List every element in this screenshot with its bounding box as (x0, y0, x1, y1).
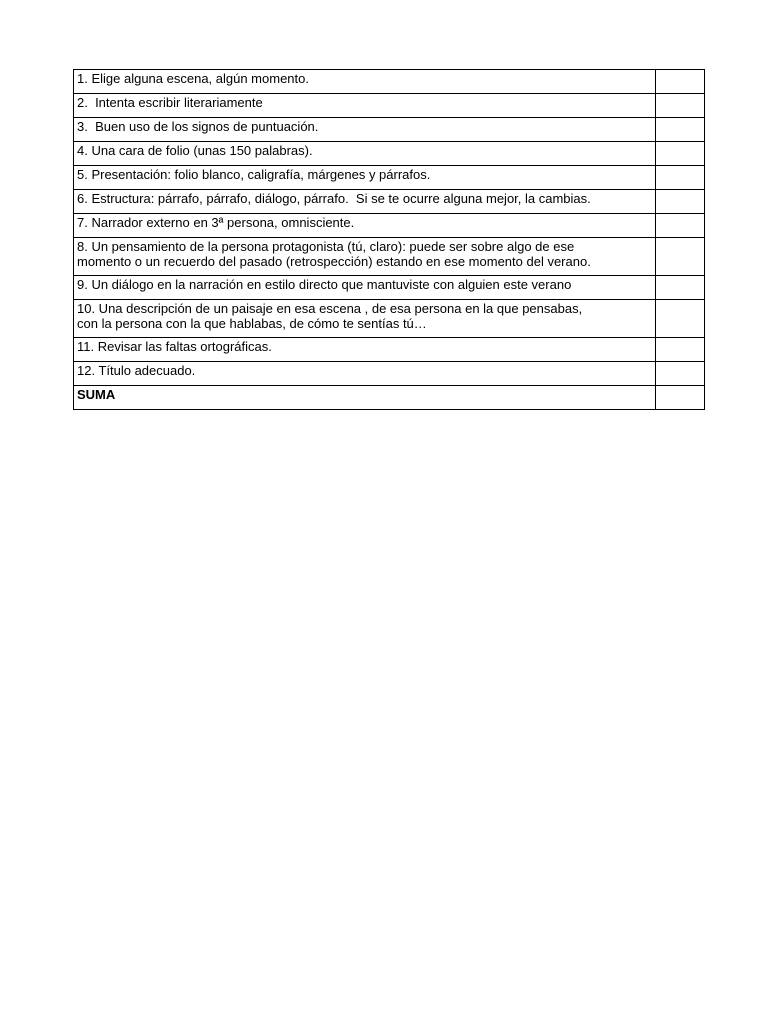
total-score-cell (656, 386, 705, 410)
table-row (74, 238, 705, 276)
table-row (74, 166, 705, 190)
total-row (74, 386, 705, 410)
table-row (74, 300, 705, 338)
score-cell (656, 118, 705, 142)
criterion-cell: 6. Estructura: párrafo, párrafo, diálogo, párrafo. Si se te ocurre alguna mejor, la cambias. (74, 190, 656, 214)
score-cell (656, 362, 705, 386)
criterion-cell: 10. Una descripción de un paisaje en esa escena , de esa persona en la que pensabas, con la persona con la que hablabas, de cómo te sentías tú… (74, 300, 656, 338)
rubric-table (73, 69, 705, 410)
score-cell (656, 94, 705, 118)
total-label: SUMA (74, 386, 656, 410)
table-row (74, 338, 705, 362)
score-cell (656, 70, 705, 94)
score-cell (656, 214, 705, 238)
score-cell (656, 142, 705, 166)
score-cell (656, 276, 705, 300)
score-cell (656, 238, 705, 276)
criterion-cell: 7. Narrador externo en 3ª persona, omnisciente. (74, 214, 656, 238)
criterion-cell: 1. Elige alguna escena, algún momento. (74, 70, 656, 94)
table-row (74, 214, 705, 238)
table-row (74, 94, 705, 118)
criterion-cell: 4. Una cara de folio (unas 150 palabras). (74, 142, 656, 166)
score-cell (656, 338, 705, 362)
criterion-cell: 2. Intenta escribir literariamente (74, 94, 656, 118)
criterion-cell: 5. Presentación: folio blanco, caligrafía, márgenes y párrafos. (74, 166, 656, 190)
criterion-cell: 8. Un pensamiento de la persona protagonista (tú, claro): puede ser sobre algo de ese momento o un recuerdo del pasado (retrospección) estando en ese momento del verano. (74, 238, 656, 276)
criterion-cell: 11. Revisar las faltas ortográficas. (74, 338, 656, 362)
table-row (74, 190, 705, 214)
score-cell (656, 166, 705, 190)
criterion-cell: 12. Título adecuado. (74, 362, 656, 386)
score-cell (656, 300, 705, 338)
table-row (74, 276, 705, 300)
table-row (74, 362, 705, 386)
criterion-cell: 3. Buen uso de los signos de puntuación. (74, 118, 656, 142)
score-cell (656, 190, 705, 214)
criterion-cell: 9. Un diálogo en la narración en estilo directo que mantuviste con alguien este verano (74, 276, 656, 300)
table-row (74, 142, 705, 166)
table-row (74, 118, 705, 142)
table-row (74, 70, 705, 94)
